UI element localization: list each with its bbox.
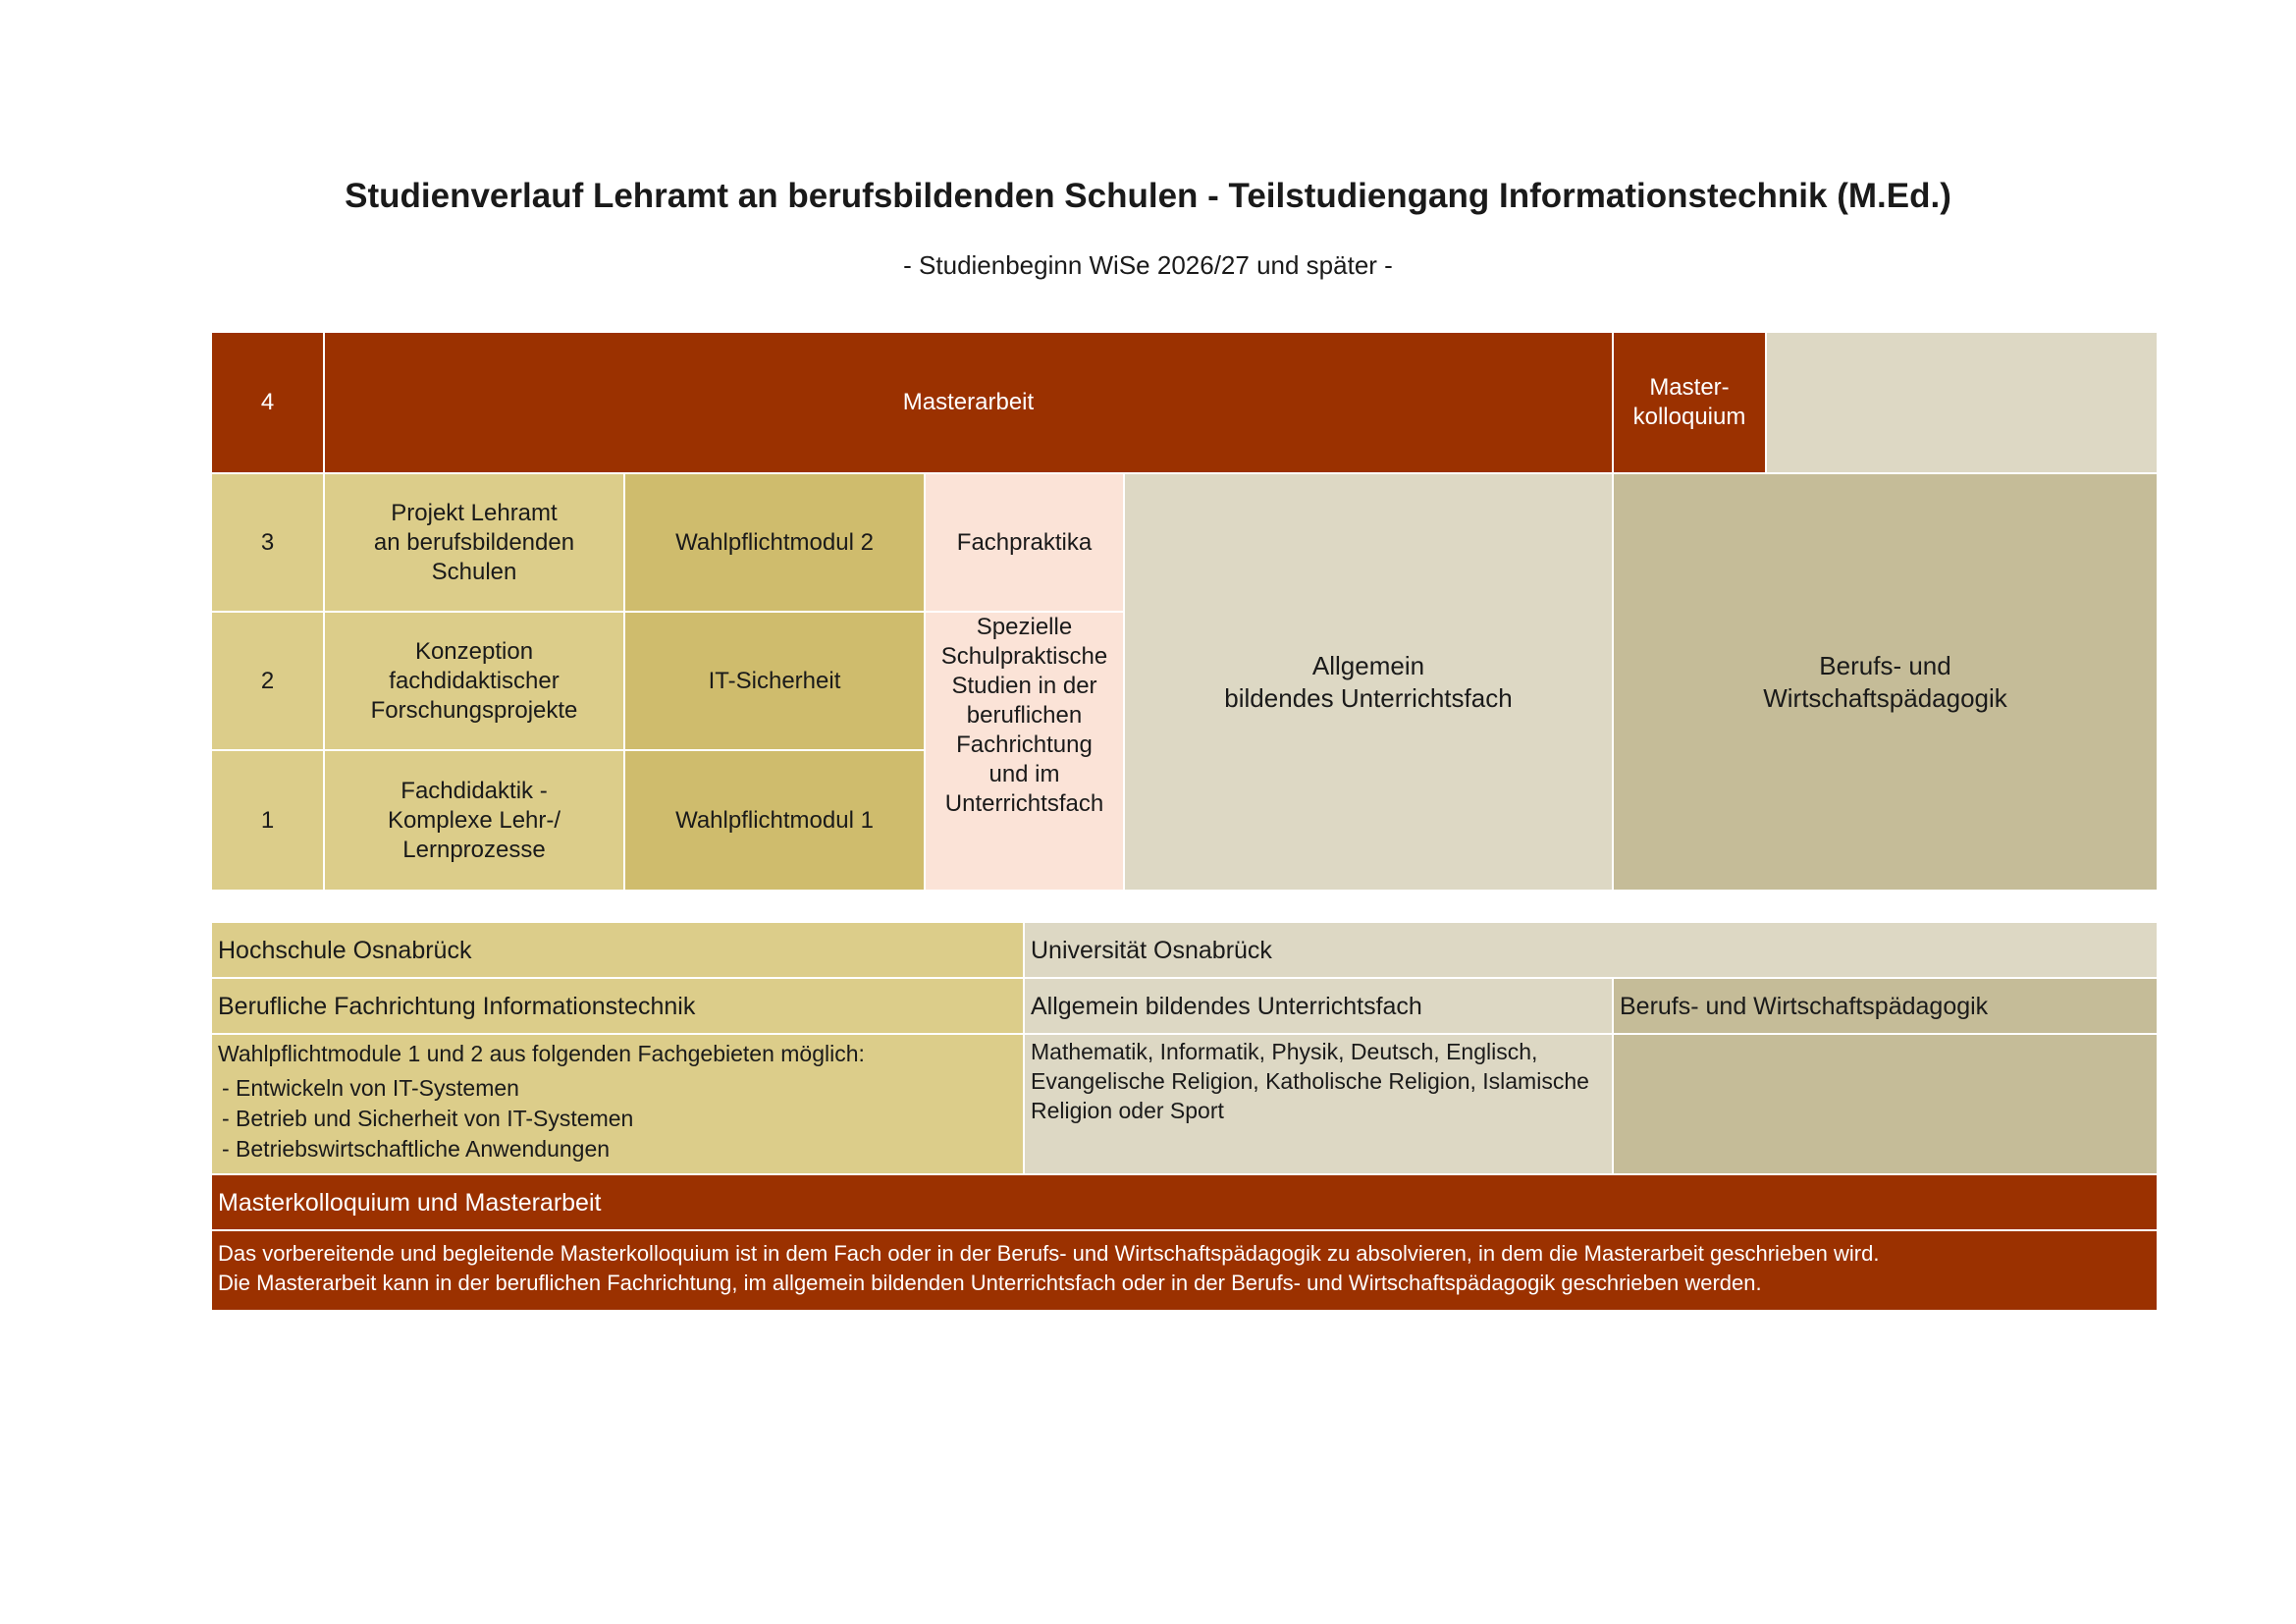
legend-wahlpflicht-block [212, 1035, 1023, 1173]
page-title: Studienverlauf Lehramt an berufsbildenden Schulen - Teilstudiengang Informationstechnik (M.Ed.) [345, 177, 1951, 215]
fachpraktika-cell: Fachpraktika [926, 474, 1123, 611]
master-text-line-2: Die Masterarbeit kann in der beruflichen Fachrichtung, im allgemein bildenden Unterrichtsfach oder in der Berufs- und Wirtschaftspädagogik geschrieben werden. [218, 1271, 1762, 1295]
semester-2-label: 2 [212, 613, 323, 749]
masterkolloquium-cell: Master- kolloquium [1614, 333, 1765, 472]
wahlpflicht-item: - Betriebswirtschaftliche Anwendungen [222, 1136, 611, 1162]
allgemein-bildendes-unterrichtsfach-cell: Allgemein bildendes Unterrichtsfach [1125, 474, 1612, 890]
fachdidaktik-cell: Fachdidaktik - Komplexe Lehr-/ Lernprozesse [325, 751, 623, 890]
legend-master-heading: Masterkolloquium und Masterarbeit [212, 1175, 2157, 1229]
legend-universitaet: Universität Osnabrück [1025, 923, 2157, 977]
wahlpflichtmodul-1-cell: Wahlpflichtmodul 1 [625, 751, 924, 890]
berufs-wirtschaftspaedagogik-cell: Berufs- und Wirtschaftspädagogik [1614, 474, 2157, 890]
semester-1-label: 1 [212, 751, 323, 890]
legend-master-text [212, 1231, 2157, 1310]
legend-allgemein: Allgemein bildendes Unterrichtsfach [1025, 979, 1612, 1033]
legend-fachrichtung: Berufliche Fachrichtung Informationstechnik [212, 979, 1023, 1033]
wahlpflichtmodul-2-cell: Wahlpflichtmodul 2 [625, 474, 924, 611]
semester-3-label: 3 [212, 474, 323, 611]
spezielle-schulpraktische-studien-cell: Spezielle Schulpraktische Studien in der beruflichen Fachrichtung und im Unterrichtsfach [926, 613, 1123, 890]
semester-4-label: 4 [212, 333, 323, 472]
legend-berufs: Berufs- und Wirtschaftspädagogik [1614, 979, 2157, 1033]
legend-hochschule: Hochschule Osnabrück [212, 923, 1023, 977]
projekt-lehramt-cell: Projekt Lehramt an berufsbildenden Schulen [325, 474, 623, 611]
konzeption-cell: Konzeption fachdidaktischer Forschungsprojekte [325, 613, 623, 749]
legend-empty-cell [1614, 1035, 2157, 1173]
masterarbeit-cell: Masterarbeit [325, 333, 1612, 472]
empty-cell-sem4 [1767, 333, 2157, 472]
wahlpflicht-item: - Betrieb und Sicherheit von IT-Systemen [222, 1106, 634, 1131]
legend-faecher: Mathematik, Informatik, Physik, Deutsch, Englisch, Evangelische Religion, Katholische Religion, Islamische Religion oder Sport [1025, 1035, 1612, 1173]
page-subtitle: - Studienbeginn WiSe 2026/27 und später - [903, 250, 1393, 280]
it-sicherheit-cell: IT-Sicherheit [625, 613, 924, 749]
master-text-line-1: Das vorbereitende und begleitende Masterkolloquium ist in dem Fach oder in der Berufs- und Wirtschaftspädagogik zu absolvieren, in dem die Masterarbeit geschrieben wird. [218, 1241, 1880, 1266]
wahlpflicht-intro: Wahlpflichtmodule 1 und 2 aus folgenden Fachgebieten möglich: [218, 1041, 865, 1066]
wahlpflicht-item: - Entwickeln von IT-Systemen [222, 1075, 519, 1101]
